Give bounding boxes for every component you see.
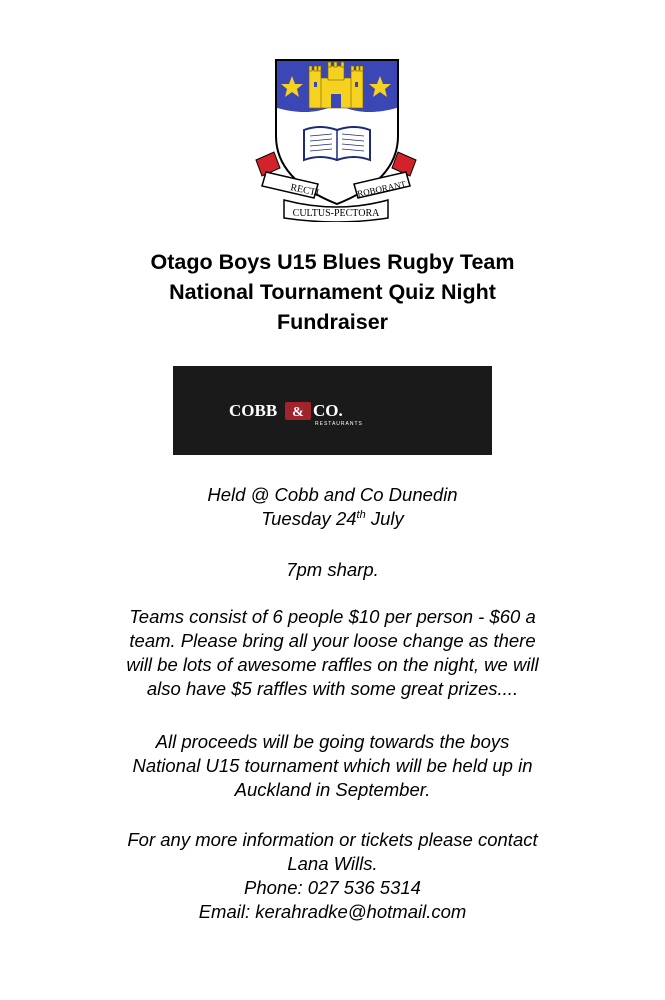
title-line-2: National Tournament Quiz Night xyxy=(169,280,496,304)
proceeds-line-3: Auckland in September. xyxy=(234,779,431,800)
logo-name-left: COBB xyxy=(229,401,278,420)
teams-line-2: team. Please bring all your loose change as there xyxy=(129,630,536,651)
logo-name-right: CO. xyxy=(313,401,343,420)
contact-line-1: For any more information or tickets please contact xyxy=(127,829,538,850)
cobb-and-co-logo-icon xyxy=(173,366,492,455)
sponsor-logo xyxy=(173,366,492,455)
contact-block xyxy=(0,828,665,924)
teams-line-1: Teams consist of 6 people $10 per person - $60 a xyxy=(129,606,536,627)
crest-motto-left: RECTI xyxy=(289,182,320,199)
crest-motto-bottom: CULTUS-PECTORA xyxy=(292,208,380,219)
event-title xyxy=(0,247,665,337)
teams-line-3: will be lots of awesome raffles on the night, we will xyxy=(126,654,539,675)
school-crest xyxy=(252,56,420,222)
title-line-3: Fundraiser xyxy=(276,310,389,334)
proceeds-block xyxy=(0,730,665,802)
contact-email: Email: kerahradke@hotmail.com xyxy=(198,901,467,922)
crest-icon xyxy=(252,56,420,222)
proceeds-line-1: All proceeds will be going towards the boys xyxy=(155,731,510,752)
logo-subtitle: RESTAURANTS xyxy=(315,421,363,427)
logo-ampersand: & xyxy=(292,405,304,420)
teams-block xyxy=(0,605,665,701)
contact-name: Lana Wills. xyxy=(287,853,378,874)
date-suffix: th xyxy=(356,508,366,521)
title-line-1: Otago Boys U15 Blues Rugby Team xyxy=(150,250,515,274)
date-month: July xyxy=(365,508,404,529)
date-line xyxy=(0,507,665,531)
teams-line-4: also have $5 raffles with some great prizes.... xyxy=(146,678,519,699)
venue-line: Held @ Cobb and Co Dunedin xyxy=(207,484,458,505)
crest-motto-right: ROBORANT xyxy=(356,178,407,199)
proceeds-line-2: National U15 tournament which will be held up in xyxy=(132,755,533,776)
time-line: 7pm sharp. xyxy=(286,559,379,580)
date-prefix: Tuesday 24 xyxy=(261,508,357,529)
time-block xyxy=(0,558,665,582)
contact-phone: Phone: 027 536 5314 xyxy=(244,877,421,898)
venue-block xyxy=(0,483,665,531)
